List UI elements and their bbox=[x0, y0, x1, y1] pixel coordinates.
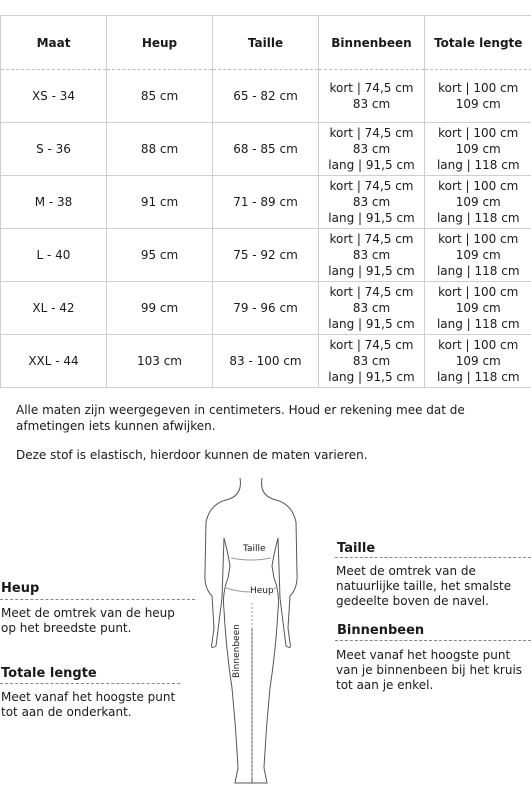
total-length-value: 109 cm bbox=[455, 301, 501, 315]
inseam-value: kort | 74,5 cm bbox=[329, 179, 414, 193]
total-length-title: Totale lengte bbox=[1, 666, 97, 681]
cell-inseam bbox=[319, 70, 425, 123]
table-row bbox=[1, 123, 531, 176]
cell-total-length bbox=[425, 123, 531, 176]
cell-waist: 79 - 96 cm bbox=[213, 282, 319, 335]
total-length-value: kort | 100 cm bbox=[438, 285, 519, 299]
total-length-value: kort | 100 cm bbox=[438, 179, 519, 193]
table-header-row bbox=[1, 16, 531, 70]
cell-hip: 85 cm bbox=[107, 70, 213, 123]
cell-waist: 65 - 82 cm bbox=[213, 70, 319, 123]
table-row bbox=[1, 176, 531, 229]
inseam-value: kort | 74,5 cm bbox=[329, 232, 414, 246]
cell-total-length bbox=[425, 70, 531, 123]
total-length-value: 109 cm bbox=[455, 195, 501, 209]
total-length-value: kort | 100 cm bbox=[438, 232, 519, 246]
table-row bbox=[1, 335, 531, 388]
header-size: Maat bbox=[1, 16, 107, 70]
cell-hip: 91 cm bbox=[107, 176, 213, 229]
inseam-value: kort | 74,5 cm bbox=[329, 338, 414, 352]
header-waist: Taille bbox=[213, 16, 319, 70]
waist-pointer-line bbox=[335, 557, 531, 558]
total-length-value: 109 cm bbox=[455, 354, 501, 368]
measurement-diagram bbox=[0, 478, 531, 800]
total-length-value: 109 cm bbox=[455, 142, 501, 156]
cell-size: XL - 42 bbox=[1, 282, 107, 335]
hip-pointer-line bbox=[0, 599, 195, 600]
body-figure bbox=[0, 478, 531, 800]
table-row bbox=[1, 282, 531, 335]
cell-waist: 71 - 89 cm bbox=[213, 176, 319, 229]
inseam-value: kort | 74,5 cm bbox=[329, 285, 414, 299]
inseam-text: Meet vanaf het hoogste punt van je binnenbeen bij het kruis tot aan je enkel. bbox=[336, 648, 523, 692]
cell-inseam bbox=[319, 176, 425, 229]
cell-size: XS - 34 bbox=[1, 70, 107, 123]
total-length-value: kort | 100 cm bbox=[438, 126, 519, 140]
cell-inseam bbox=[319, 229, 425, 282]
hip-text: Meet de omtrek van de heup op het breedste punt. bbox=[1, 606, 175, 635]
cell-total-length bbox=[425, 176, 531, 229]
total-length-value: 109 cm bbox=[455, 248, 501, 262]
total-length-value: lang | 118 cm bbox=[436, 370, 520, 384]
inseam-value: kort | 74,5 cm bbox=[329, 126, 414, 140]
total-length-value: lang | 118 cm bbox=[436, 158, 520, 172]
inseam-value: 83 cm bbox=[352, 195, 391, 209]
total-length-value: lang | 118 cm bbox=[436, 317, 520, 331]
total-length-value: 109 cm bbox=[455, 97, 501, 111]
header-hip: Heup bbox=[107, 16, 213, 70]
cell-size: S - 36 bbox=[1, 123, 107, 176]
inseam-value: lang | 91,5 cm bbox=[328, 211, 415, 225]
figure-label-inseam: Binnenbeen bbox=[232, 624, 242, 678]
inseam-value: lang | 91,5 cm bbox=[328, 370, 415, 384]
cell-total-length bbox=[425, 229, 531, 282]
inseam-value: kort | 74,5 cm bbox=[329, 81, 414, 95]
table-row bbox=[1, 70, 531, 123]
hip-title: Heup bbox=[1, 581, 40, 596]
inseam-value: 83 cm bbox=[352, 354, 391, 368]
total-length-value: lang | 118 cm bbox=[436, 264, 520, 278]
figure-label-hip: Heup bbox=[250, 586, 274, 596]
inseam-value: 83 cm bbox=[352, 97, 391, 111]
cell-inseam bbox=[319, 282, 425, 335]
cell-size: M - 38 bbox=[1, 176, 107, 229]
inseam-value: lang | 91,5 cm bbox=[328, 158, 415, 172]
inseam-title: Binnenbeen bbox=[337, 623, 425, 638]
size-table bbox=[0, 15, 531, 388]
total-length-value: kort | 100 cm bbox=[438, 338, 519, 352]
stretch-note: Deze stof is elastisch, hierdoor kunnen de maten varieren. bbox=[16, 448, 368, 462]
cell-waist: 83 - 100 cm bbox=[213, 335, 319, 388]
table-row bbox=[1, 229, 531, 282]
waist-title: Taille bbox=[337, 541, 376, 556]
cell-total-length bbox=[425, 282, 531, 335]
cell-inseam bbox=[319, 123, 425, 176]
inseam-value: 83 cm bbox=[352, 301, 391, 315]
total-length-value: lang | 118 cm bbox=[436, 211, 520, 225]
cell-total-length bbox=[425, 335, 531, 388]
inseam-value: 83 cm bbox=[352, 248, 391, 262]
cell-size: XXL - 44 bbox=[1, 335, 107, 388]
cell-inseam bbox=[319, 335, 425, 388]
header-total-length: Totale lengte bbox=[425, 16, 531, 70]
cell-hip: 95 cm bbox=[107, 229, 213, 282]
total-length-pointer-line bbox=[0, 683, 180, 684]
cell-waist: 68 - 85 cm bbox=[213, 123, 319, 176]
cell-waist: 75 - 92 cm bbox=[213, 229, 319, 282]
cell-hip: 88 cm bbox=[107, 123, 213, 176]
total-length-text: Meet vanaf het hoogste punt tot aan de onderkant. bbox=[1, 690, 176, 719]
cell-hip: 99 cm bbox=[107, 282, 213, 335]
inseam-value: 83 cm bbox=[352, 142, 391, 156]
cell-hip: 103 cm bbox=[107, 335, 213, 388]
header-inseam: Binnenbeen bbox=[319, 16, 425, 70]
inseam-value: lang | 91,5 cm bbox=[328, 317, 415, 331]
inseam-pointer-line bbox=[335, 640, 531, 641]
waist-text: Meet de omtrek van de natuurlijke taille, het smalste gedeelte boven de navel. bbox=[336, 564, 512, 608]
total-length-value: kort | 100 cm bbox=[438, 81, 519, 95]
inseam-value: lang | 91,5 cm bbox=[328, 264, 415, 278]
figure-label-waist: Taille bbox=[243, 544, 266, 554]
measurement-note: Alle maten zijn weergegeven in centimeters. Houd er rekening mee dat de afmetingen iets kunnen afwijken. bbox=[16, 403, 465, 433]
cell-size: L - 40 bbox=[1, 229, 107, 282]
